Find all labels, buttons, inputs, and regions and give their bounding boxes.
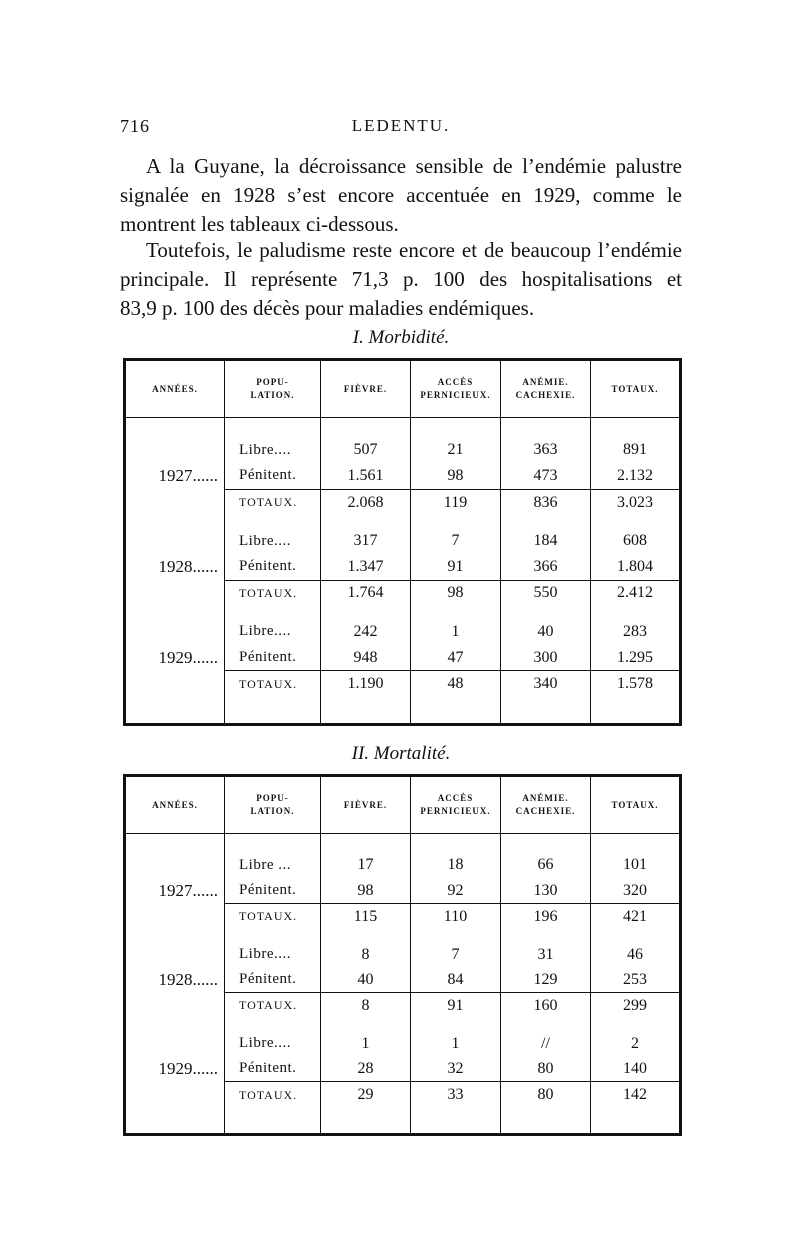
value-cell: 1.764 (321, 580, 411, 606)
value-cell: 101 (591, 853, 681, 878)
value-cell: 80 (501, 1082, 591, 1108)
value-cell: 29 (321, 1082, 411, 1108)
value-cell: 142 (591, 1082, 681, 1108)
population-label: Pénitent. (225, 878, 321, 904)
value-cell: 32 (411, 1056, 501, 1082)
population-label: Pénitent. (225, 554, 321, 580)
header-population: POPU- LATION. (225, 776, 321, 834)
value-cell: 891 (591, 437, 681, 463)
paragraph-line: signalée en 1928 s’est encore accentuée en 1929, comme le (120, 183, 682, 207)
table-row (125, 1031, 681, 1056)
year-cell-empty (125, 853, 225, 878)
value-cell: 84 (411, 967, 501, 993)
year-cell-empty (125, 619, 225, 645)
value-cell: 66 (501, 853, 591, 878)
header-totals: TOTAUX. (591, 360, 681, 418)
value-cell: 2 (591, 1031, 681, 1056)
value-cell: 21 (411, 437, 501, 463)
table-row (125, 619, 681, 645)
paragraph-line: 83,9 p. 100 des décès pour maladies endémiques. (120, 296, 535, 320)
header-fever: FIÈVRE. (321, 776, 411, 834)
population-label: Libre.... (225, 528, 321, 554)
value-cell: 98 (321, 878, 411, 904)
value-cell: 283 (591, 619, 681, 645)
value-cell: 3.023 (591, 489, 681, 515)
total-label: TOTAUX. (225, 580, 321, 606)
value-cell: 1 (411, 1031, 501, 1056)
year-cell-empty (125, 942, 225, 967)
table-row (125, 463, 681, 489)
header-years: ANNÉES. (125, 360, 225, 418)
value-cell: 18 (411, 853, 501, 878)
value-cell: 1.561 (321, 463, 411, 489)
value-cell: 836 (501, 489, 591, 515)
year-cell-empty (125, 437, 225, 463)
value-cell: 1 (411, 619, 501, 645)
value-cell: 2.412 (591, 580, 681, 606)
value-cell: 507 (321, 437, 411, 463)
paragraph-malaria (120, 236, 682, 323)
table-caption-mortality: II. Mortalité. (351, 743, 451, 764)
page-number: 716 (120, 116, 150, 136)
value-cell: 17 (321, 853, 411, 878)
table-row (125, 671, 681, 697)
value-cell: 2.068 (321, 489, 411, 515)
total-label: TOTAUX. (225, 489, 321, 515)
table-row (125, 554, 681, 580)
value-cell: 91 (411, 554, 501, 580)
table-row (125, 993, 681, 1019)
value-cell: 299 (591, 993, 681, 1019)
table-row (125, 1082, 681, 1108)
table-row (125, 580, 681, 606)
header-anemia: ANÉMIE. CACHEXIE. (501, 776, 591, 834)
value-cell: 8 (321, 993, 411, 1019)
value-cell: 608 (591, 528, 681, 554)
table-row (125, 489, 681, 515)
value-cell: 47 (411, 645, 501, 671)
value-cell: 7 (411, 528, 501, 554)
value-cell: 48 (411, 671, 501, 697)
value-cell: 948 (321, 645, 411, 671)
header-anemia: ANÉMIE. CACHEXIE. (501, 360, 591, 418)
population-label: Libre.... (225, 942, 321, 967)
population-label: Libre.... (225, 619, 321, 645)
year-cell-empty (125, 580, 225, 606)
header-years: ANNÉES. (125, 776, 225, 834)
value-cell: 40 (321, 967, 411, 993)
value-cell: 300 (501, 645, 591, 671)
population-label: Libre.... (225, 437, 321, 463)
value-cell: 2.132 (591, 463, 681, 489)
value-cell: 40 (501, 619, 591, 645)
value-cell: 1.804 (591, 554, 681, 580)
value-cell: 31 (501, 942, 591, 967)
value-cell: 46 (591, 942, 681, 967)
table-row (125, 1056, 681, 1082)
year-cell: 1929...... (158, 1059, 218, 1079)
year-cell-empty (125, 489, 225, 515)
value-cell: 1.190 (321, 671, 411, 697)
mortality-table (123, 774, 682, 1136)
value-cell: 1.578 (591, 671, 681, 697)
value-cell: 1 (321, 1031, 411, 1056)
value-cell: 363 (501, 437, 591, 463)
population-label: Pénitent. (225, 967, 321, 993)
value-cell: 160 (501, 993, 591, 1019)
value-cell: 129 (501, 967, 591, 993)
value-cell: 242 (321, 619, 411, 645)
table-caption-morbidity: I. Morbidité. (352, 327, 450, 348)
value-cell: // (501, 1031, 591, 1056)
year-cell-empty (125, 671, 225, 697)
table-row (125, 942, 681, 967)
value-cell: 184 (501, 528, 591, 554)
value-cell: 340 (501, 671, 591, 697)
table-row (125, 853, 681, 878)
population-label: Pénitent. (225, 645, 321, 671)
value-cell: 92 (411, 878, 501, 904)
year-cell-empty (125, 1031, 225, 1056)
year-cell-empty (125, 528, 225, 554)
value-cell: 98 (411, 463, 501, 489)
value-cell: 196 (501, 904, 591, 930)
total-label: TOTAUX. (225, 904, 321, 930)
total-label: TOTAUX. (225, 993, 321, 1019)
paragraph-line: principale. Il représente 71,3 p. 100 des hospitalisations et (120, 267, 682, 291)
paragraph-line: A la Guyane, la décroissance sensible de l’endémie palustre (146, 154, 682, 178)
year-cell-empty (125, 904, 225, 930)
value-cell: 110 (411, 904, 501, 930)
value-cell: 320 (591, 878, 681, 904)
page-header (120, 116, 682, 140)
population-label: Pénitent. (225, 1056, 321, 1082)
value-cell: 28 (321, 1056, 411, 1082)
population-label: Pénitent. (225, 463, 321, 489)
value-cell: 366 (501, 554, 591, 580)
paragraph-line: montrent les tableaux ci-dessous. (120, 212, 399, 236)
value-cell: 421 (591, 904, 681, 930)
value-cell: 119 (411, 489, 501, 515)
value-cell: 1.347 (321, 554, 411, 580)
paragraph-intro (120, 152, 682, 239)
value-cell: 98 (411, 580, 501, 606)
value-cell: 33 (411, 1082, 501, 1108)
value-cell: 7 (411, 942, 501, 967)
value-cell: 550 (501, 580, 591, 606)
header-pernicious: ACCÈS PERNICIEUX. (411, 776, 501, 834)
paragraph-line: Toutefois, le paludisme reste encore et de beaucoup l’endémie (146, 238, 682, 262)
value-cell: 8 (321, 942, 411, 967)
value-cell: 473 (501, 463, 591, 489)
year-cell-empty (125, 1082, 225, 1108)
table-row (125, 967, 681, 993)
table-row (125, 437, 681, 463)
year-cell: 1927...... (158, 880, 218, 900)
year-cell: 1928...... (158, 556, 218, 576)
table-row (125, 904, 681, 930)
value-cell: 91 (411, 993, 501, 1019)
header-totals: TOTAUX. (591, 776, 681, 834)
value-cell: 317 (321, 528, 411, 554)
total-label: TOTAUX. (225, 1082, 321, 1108)
value-cell: 140 (591, 1056, 681, 1082)
value-cell: 253 (591, 967, 681, 993)
value-cell: 80 (501, 1056, 591, 1082)
value-cell: 1.295 (591, 645, 681, 671)
value-cell: 115 (321, 904, 411, 930)
running-title: LEDENTU. (351, 116, 451, 135)
population-label: Libre.... (225, 1031, 321, 1056)
table-row (125, 645, 681, 671)
year-cell: 1928...... (158, 970, 218, 989)
value-cell: 130 (501, 878, 591, 904)
year-cell: 1929...... (158, 647, 218, 667)
table-row (125, 528, 681, 554)
header-pernicious: ACCÈS PERNICIEUX. (411, 360, 501, 418)
year-cell: 1927...... (158, 466, 218, 486)
header-fever: FIÈVRE. (321, 360, 411, 418)
year-cell-empty (125, 993, 225, 1019)
header-population: POPU- LATION. (225, 360, 321, 418)
table-row (125, 878, 681, 904)
population-label: Libre ... (225, 853, 321, 878)
morbidity-table (123, 358, 682, 726)
total-label: TOTAUX. (225, 671, 321, 697)
